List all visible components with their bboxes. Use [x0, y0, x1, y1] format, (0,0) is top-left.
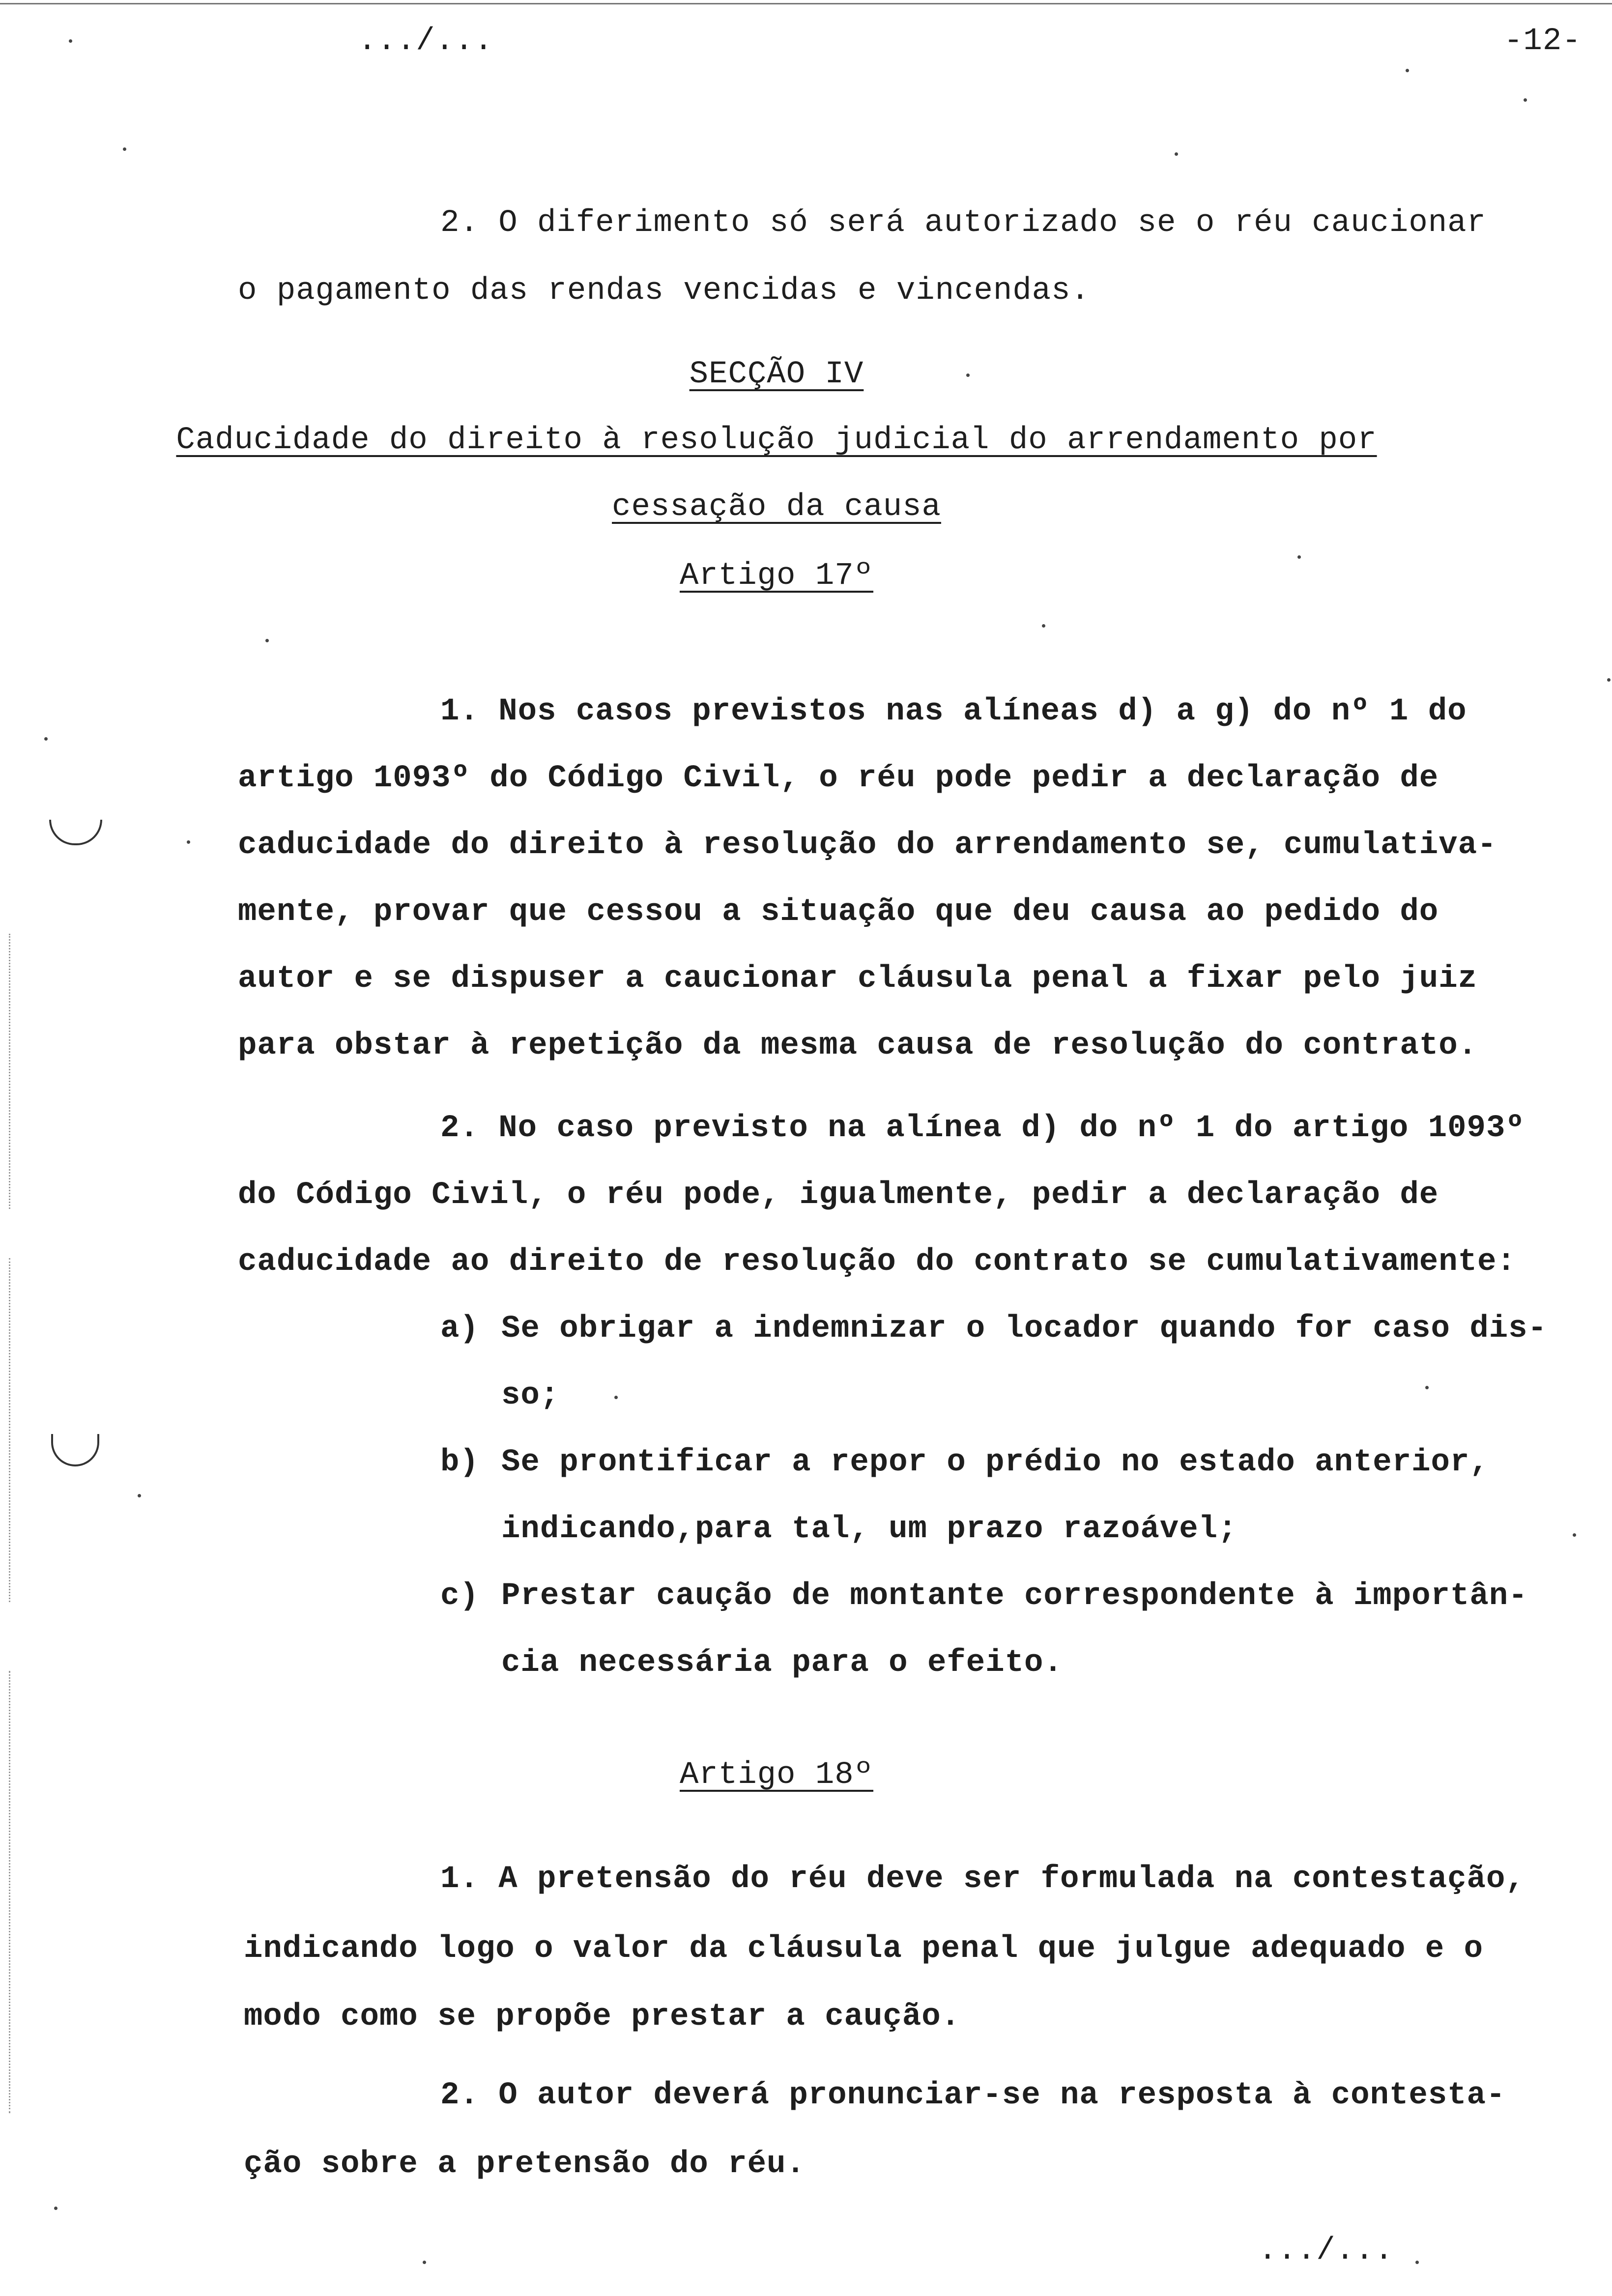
section-title: Caducidade do direito à resolução judicial do arrendamento por — [176, 423, 1377, 458]
paragraph-line: 2. O autor deverá pronunciar-se na resposta à contesta- — [440, 2078, 1506, 2113]
scan-speck — [614, 1396, 618, 1399]
scan-edge-mark — [9, 1258, 10, 1602]
list-item-line: Prestar caução de montante correspondente à importân- — [501, 1578, 1528, 1614]
paragraph-line: 2. O diferimento só será autorizado se o réu caucionar — [440, 205, 1486, 241]
scan-speck — [1042, 624, 1045, 628]
scan-speck — [1524, 98, 1527, 102]
paragraph-line: autor e se dispuser a caucionar cláusula penal a fixar pelo juiz — [238, 961, 1477, 997]
paragraph-line: ção sobre a pretensão do réu. — [244, 2147, 806, 2182]
scan-speck — [1415, 2261, 1419, 2264]
scan-speck — [966, 373, 970, 377]
paragraph-line: caducidade do direito à resolução do arrendamento se, cumulativa- — [238, 828, 1497, 863]
scan-speck — [44, 737, 48, 741]
list-item-line: Se prontificar a repor o prédio no estado anterior, — [501, 1445, 1489, 1480]
paragraph-line: 1. A pretensão do réu deve ser formulada na contestação, — [440, 1862, 1525, 1897]
scan-speck — [1425, 1386, 1429, 1389]
scan-speck — [1175, 152, 1178, 156]
scan-speck — [69, 39, 72, 43]
paragraph-line: caducidade ao direito de resolução do contrato se cumulativamente: — [238, 1244, 1516, 1280]
paragraph-line: 2. No caso previsto na alínea d) do nº 1 do artigo 1093º — [440, 1111, 1525, 1146]
scan-speck — [187, 840, 190, 844]
continuation-mark-bottom: .../... — [1258, 2233, 1394, 2268]
list-item-line: Se obrigar a indemnizar o locador quando for caso dis- — [501, 1311, 1547, 1347]
scan-speck — [54, 2207, 58, 2210]
paragraph-line: 1. Nos casos previstos nas alíneas d) a g) do nº 1 do — [440, 694, 1467, 729]
scan-speck — [265, 639, 269, 642]
scan-speck — [1297, 555, 1301, 559]
continuation-mark-top: .../... — [358, 24, 493, 59]
section-title-continued: cessação da causa — [612, 489, 941, 525]
scan-edge-mark — [9, 934, 10, 1209]
scan-speck — [1406, 69, 1409, 72]
binder-hole-mark — [49, 820, 102, 845]
paragraph-line: artigo 1093º do Código Civil, o réu pode pedir a declaração de — [238, 761, 1439, 796]
scan-edge-mark — [9, 1671, 10, 2113]
list-item-line: indicando,para tal, um prazo razoável; — [501, 1512, 1238, 1547]
list-item-marker: b) — [440, 1445, 479, 1480]
article-heading: Artigo 18º — [679, 1757, 874, 1793]
paragraph-line: para obstar à repetição da mesma causa de resolução do contrato. — [238, 1028, 1477, 1063]
list-item-marker: c) — [440, 1578, 479, 1614]
list-item-line: so; — [501, 1378, 560, 1413]
scan-speck — [1607, 678, 1611, 682]
paragraph-line: mente, provar que cessou a situação que deu causa ao pedido do — [238, 894, 1439, 930]
scan-speck — [423, 2261, 426, 2264]
paragraph-line: indicando logo o valor da cláusula penal que julgue adequado e o — [244, 1931, 1483, 1967]
paragraph-line: o pagamento das rendas vencidas e vincendas. — [238, 273, 1090, 309]
page-number: -12- — [1504, 24, 1582, 59]
scan-speck — [1573, 1533, 1576, 1537]
paragraph-line: modo como se propõe prestar a caução. — [244, 1999, 961, 2035]
list-item-line: cia necessária para o efeito. — [501, 1645, 1063, 1681]
article-heading: Artigo 17º — [679, 558, 874, 594]
scan-speck — [123, 147, 126, 151]
list-item-marker: a) — [440, 1311, 479, 1347]
scan-speck — [138, 1494, 141, 1497]
section-label: SECÇÃO IV — [689, 357, 864, 392]
top-edge-line — [0, 3, 1612, 4]
paragraph-line: do Código Civil, o réu pode, igualmente, pedir a declaração de — [238, 1177, 1439, 1213]
binder-hole-mark — [51, 1434, 99, 1466]
